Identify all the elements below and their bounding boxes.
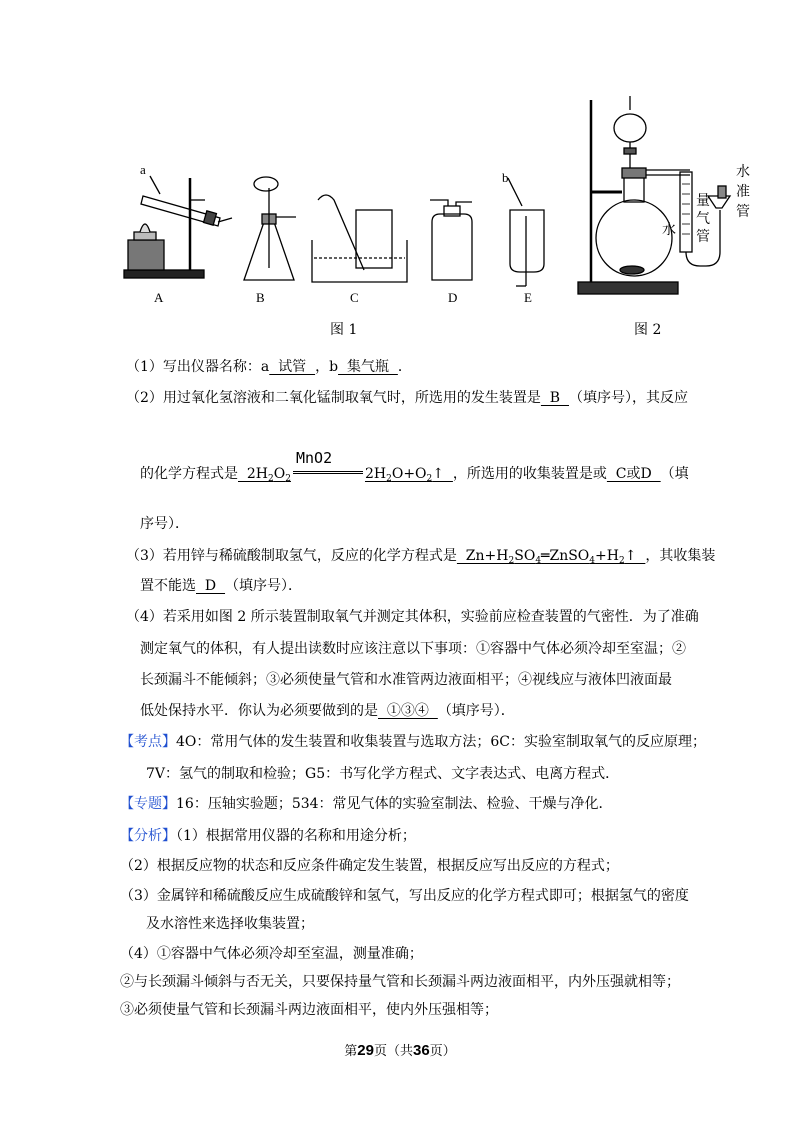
answer-1a: 试管 bbox=[269, 359, 316, 375]
question-4-line-4: 低处保持水平．你认为必须要做到的是 ①③④ （填序号）． bbox=[140, 703, 515, 719]
page-number: 29 bbox=[357, 1042, 374, 1059]
answer-3-equation: $Zn+H_2SO_4═ZnSO_4+H_2↑$ bbox=[456, 548, 646, 566]
apparatus-label-D: D bbox=[448, 290, 458, 305]
fenxi-line-7: ③必须使量气管和长颈漏斗两边液面相平，使内外压强相等； bbox=[120, 1002, 498, 1018]
kaodian-line-1: 【考点】4O：常用气体的发生装置和收集装置与选取方法；6C：实验室制取氧气的反应原理； bbox=[120, 734, 707, 750]
label-gas-tube: 量气管 bbox=[696, 193, 710, 245]
question-2-line-2: 的化学方程式是 $2H_2O_2$ $2H_2O+O_2↑$ ，所选用的收集装置是或 C或D （填 bbox=[140, 466, 689, 484]
label-water: 水 bbox=[662, 222, 676, 238]
answer-3-collector: D bbox=[196, 578, 226, 594]
zhuanti-line: 【专题】16：压轴实验题；534：常见气体的实验室制法、检验、干燥与净化． bbox=[120, 796, 613, 812]
apparatus-label-E: E bbox=[524, 290, 532, 305]
fenxi-line-3: （3）金属锌和稀硫酸反应生成硫酸锌和氢气，写出反应的化学方程式即可；根据氢气的密度 bbox=[120, 888, 689, 904]
label-a: a bbox=[140, 162, 146, 177]
zhuanti-tag: 【专题】 bbox=[120, 796, 176, 812]
fenxi-line-1: 【分析】（1）根据常用仪器的名称和用途分析； bbox=[120, 828, 416, 844]
answer-1b: 集气瓶 bbox=[338, 359, 398, 375]
fenxi-line-2: （2）根据反应物的状态和反应条件确定发生装置，根据反应写出反应的方程式； bbox=[120, 858, 619, 874]
question-4-line-3: 长颈漏斗不能倾斜；③必须使量气管和水准管两边液面相平；④视线应与液体凹液面最 bbox=[140, 672, 672, 688]
answer-2-generator: B bbox=[540, 390, 569, 406]
kaodian-line-2: 7V：氢气的制取和检验；G5：书写化学方程式、文字表达式、电离方程式． bbox=[146, 766, 620, 782]
answer-4: ①③④ bbox=[378, 703, 438, 719]
apparatus-label-B: B bbox=[256, 290, 265, 305]
apparatus-label-A: A bbox=[154, 290, 164, 305]
apparatus-label-C: C bbox=[350, 290, 359, 305]
fenxi-line-4: 及水溶性来选择收集装置； bbox=[146, 916, 314, 932]
figure-1-apparatus-de bbox=[420, 160, 560, 310]
figure-2-caption: 图 2 bbox=[634, 322, 662, 338]
question-3-line-2: 置不能选 D （填序号）． bbox=[140, 578, 303, 594]
question-2-line-1: （2）用过氧化氢溶液和二氧化锰制取氧气时，所选用的发生装置是 B （填序号），其反应 bbox=[126, 390, 688, 406]
question-2-line-3: 序号）． bbox=[140, 516, 189, 532]
fenxi-line-5: （4）①容器中气体必须冷却至室温，测量准确； bbox=[120, 946, 423, 962]
label-b: b bbox=[502, 170, 509, 185]
kaodian-tag: 【考点】 bbox=[120, 734, 176, 750]
question-3-line-1: （3）若用锌与稀硫酸制取氢气，反应的化学方程式是 $Zn+H_2SO_4═ZnSO_4+H_2↑$ ，其收集装 bbox=[126, 548, 716, 566]
fenxi-line-6: ②与长颈漏斗倾斜与否无关，只要保持量气管和长颈漏斗两边液面相平，内外压强就相等； bbox=[120, 974, 680, 990]
catalyst-label: MnO2 bbox=[296, 449, 333, 467]
question-1: （1）写出仪器名称：a 试管 ，b 集气瓶 ． bbox=[126, 359, 412, 375]
question-4-line-2: 测定氧气的体积，有人提出读数时应该注意以下事项：①容器中气体必须冷却至室温；② bbox=[140, 641, 686, 657]
figure-1-caption: 图 1 bbox=[330, 322, 358, 338]
total-pages: 36 bbox=[413, 1042, 430, 1059]
page-footer: 第29页（共36页） bbox=[344, 1042, 456, 1059]
answer-2-collector: C或D bbox=[606, 466, 661, 482]
question-4-line-1: （4）若采用如图 2 所示装置制取氧气并测定其体积，实验前应检查装置的气密性．为了准确 bbox=[126, 609, 699, 625]
figure-2-apparatus bbox=[572, 96, 762, 300]
fenxi-tag: 【分析】 bbox=[120, 828, 176, 844]
label-level-tube: 水准管 bbox=[736, 164, 750, 220]
